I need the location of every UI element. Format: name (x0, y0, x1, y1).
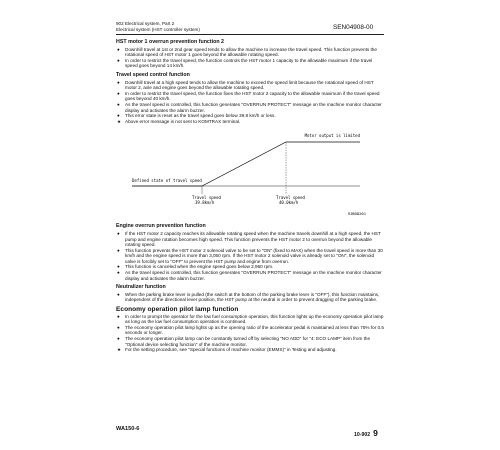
bullet-marker: ● (117, 79, 120, 85)
bullet-list (116, 80, 386, 125)
list-item-text: The economy operation pilot lamp can be constantly turned off by selecting "NO ADD" for "4: ECO LAMP" item from the "Optional device selecting function" of the machine monitor. (125, 336, 371, 347)
bullet-marker: ● (117, 313, 120, 319)
bullet-marker: ● (117, 230, 120, 236)
section-title: Economy operation pilot lamp function (116, 306, 239, 314)
diagram-svg (116, 128, 386, 218)
bullet-list (116, 292, 386, 303)
bullet-marker: ● (117, 46, 120, 52)
travel-speed-diagram (116, 128, 386, 218)
list-item-text: This function is canceled when the engine speed goes below 2,950 rpm. (125, 264, 274, 270)
list-item-text: This function prevents the HST motor 2 solenoid valve to be set to "ON" (fixed to MAX) when the travel speed is more than 30 km/h and the engine speed is more than 3,050 rpm. If the HST motor 2 solenoid valve is already set to "ON", the solenoid valve is forcibly set to "OFF" to prevent the HST pump and engine from overrun. (125, 247, 383, 264)
bullet-marker: ● (117, 324, 120, 330)
bullet-marker: ● (117, 247, 120, 253)
bullet-marker: ● (117, 113, 120, 119)
list-item (116, 347, 386, 353)
list-item (116, 47, 386, 58)
list-item-text: As the travel speed is controlled, this function generates "OVERRUN PROTECT" message on the machine monitor character display and activates the alarm buzzer. (125, 101, 382, 113)
list-item-text: In order to restrict the travel speed, the function controls the HST motor 1 capacity to the allowable maximum if the travel speed goes beyond 14 km/h. (125, 57, 373, 69)
page-number: 9 (373, 428, 378, 438)
label-motor-output-limited: Motor output is limited (304, 133, 360, 139)
list-item (116, 336, 386, 347)
figure-id: 9JB08201 (347, 211, 366, 217)
bullet-list (116, 231, 386, 281)
bullet-marker: ● (117, 291, 120, 297)
bullet-marker: ● (117, 270, 120, 276)
footer-page-info (354, 423, 378, 441)
bullet-marker: ● (117, 264, 120, 270)
bullet-list (116, 314, 386, 353)
section-hst-motor-overrun (116, 40, 386, 69)
header-chapter: 902 Electrical system, Part 2 (116, 21, 175, 26)
list-item (116, 314, 386, 325)
list-item-text: Downhill travel at a high speed tends to allow the machine to exceed the speed limit because the rotational speed of HST motor 2, axle and engine goes beyond the allowable rotating speed. (125, 79, 374, 91)
page-content (116, 40, 386, 357)
label-travel-speed-2-value: 40.0km/h (279, 200, 299, 206)
label-defined-state: Defined state of travel speed (132, 178, 202, 184)
footer-code: 10-902 (354, 432, 371, 438)
list-item-text: Above error message is not sent to KOMTRAX terminal. (125, 118, 241, 124)
label-travel-speed-1-value: 39.8km/h (195, 200, 215, 206)
list-item-text: When the parking brake lever is pulled (the switch at the bottom of the parking brake lever is "OFF"), this function maintains, independent of the directional lever position, the HST pump at the neutral in order to prevent dragging of the parking brake. (125, 291, 380, 303)
label-travel-speed-1: Travel speed (192, 195, 221, 201)
list-item-text: For the setting procedure, see "Special functions of machine monitor (EMMS)" in Testing and adjusting. (125, 347, 337, 353)
header-doc-code: SEN04908-00 (333, 24, 374, 31)
bullet-marker: ● (117, 90, 120, 96)
list-item (116, 119, 386, 125)
label-travel-speed-2: Travel speed (276, 195, 305, 201)
section-engine-overrun (116, 224, 386, 281)
list-item-text: This error state is reset as the travel speed goes below 39.8 km/h or less. (125, 113, 276, 119)
bullet-list (116, 47, 386, 69)
bullet-marker: ● (117, 336, 120, 341)
list-item (116, 292, 386, 303)
header-left (116, 21, 200, 32)
list-item-text: The economy operation pilot lamp lights up as the opening ratio of the accelerator pedal is maintained at less than 75% for 0.5 seconds or longer. (125, 324, 385, 336)
bullet-marker: ● (117, 101, 120, 107)
header-section: Electrical system (HST controller system) (116, 26, 200, 32)
section-title: HST motor 1 overrun prevention function 2 (116, 39, 225, 45)
section-title: Neutralizer function (116, 284, 166, 291)
list-item-text: If the HST motor 2 capacity reaches its allowable rotating speed when the machine travels downhill at a high speed, the HST pump and engine rotation becomes high speed. This function prevents the HST motor 2 to overrun beyond the allowable rotating speed. (125, 230, 381, 248)
list-item (116, 80, 386, 91)
list-item (116, 248, 386, 265)
list-item (116, 91, 386, 102)
list-item-text: In order to restrict the travel speed, the function fixes the HST motor 2 capacity to the allowable maximum if the travel speed goes beyond 40 km/h. (125, 90, 380, 102)
list-item (116, 231, 386, 248)
star-marker: ★ (117, 118, 122, 124)
list-item (116, 270, 386, 281)
list-item-text: In order to prompt the operator for the low fuel consumption operation, this function lights up the economy operation pilot lamp as long as the low fuel consumption operation is continued. (125, 313, 384, 325)
star-marker: ★ (117, 347, 122, 353)
list-item-text: Downhill travel at 1st or 2nd gear speed tends to allow the machine to increase the travel speed. This function prevents the rotational speed of HST motor 1 goes beyond the allowable rotating speed. (125, 46, 377, 58)
list-item-text: As the travel speed is controlled, this function generates "OVERRUN PROTECT" message on the machine monitor character display and activates the alarm buzzer. (125, 270, 382, 281)
list-item (116, 58, 386, 69)
header-rule (116, 34, 384, 35)
footer-model: WA150-6 (116, 426, 140, 432)
section-travel-speed-control (116, 73, 386, 124)
section-title: Travel speed control function (116, 71, 190, 78)
list-item (116, 325, 386, 336)
section-neutralizer (116, 285, 386, 303)
bullet-marker: ● (117, 57, 120, 63)
section-title: Engine overrun prevention function (116, 223, 206, 230)
list-item (116, 102, 386, 113)
section-economy-lamp (116, 307, 386, 353)
